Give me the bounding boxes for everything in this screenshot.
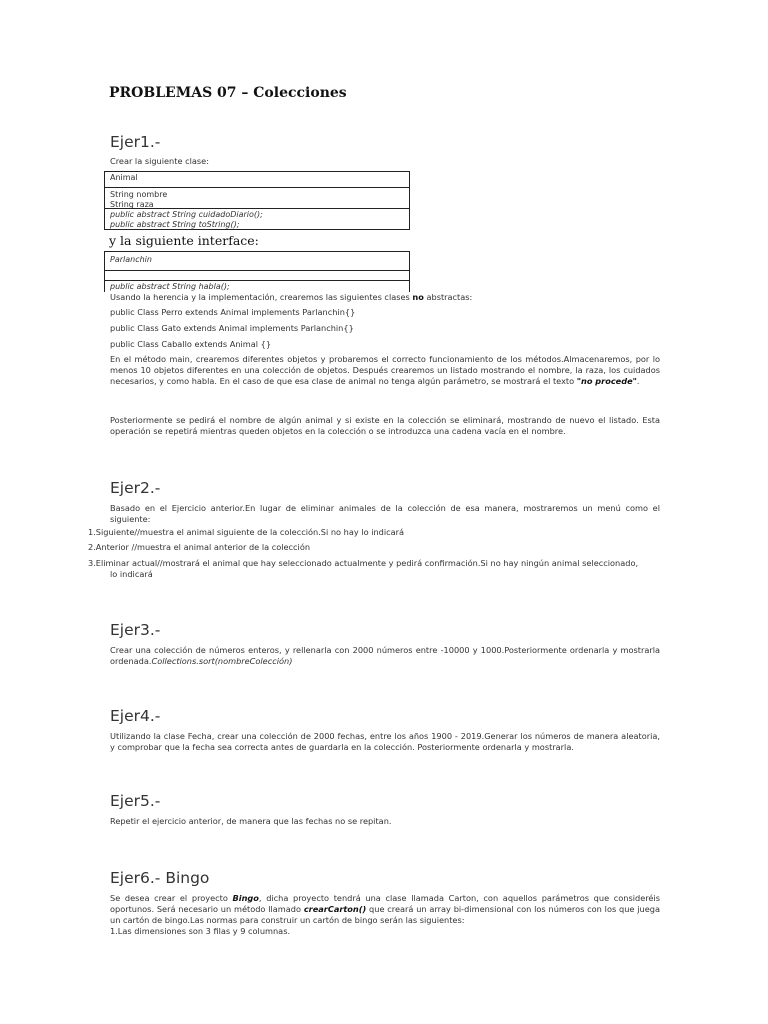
ejer5-text: Repetir el ejercicio anterior, de manera que las fechas no se repitan.	[110, 816, 392, 826]
ejer6-text-a: Se desea crear el proyecto	[110, 893, 233, 903]
usage-text: Usando la herencia y la implementación, crearemos las siguientes clases	[110, 292, 413, 302]
ejer1-intro: Crear la siguiente clase:	[110, 156, 209, 166]
ejer4-text: Utilizando la clase Fecha, crear una colección de 2000 fechas, entre los años 1900 - 2019.Generar los números de manera aleatoria, y comprobar que la fecha sea correcta antes de guardarla en la colección. Posteriormente ordenarla y mostrarla.	[110, 731, 660, 752]
usage-text-end: abstractas:	[423, 292, 473, 302]
page-title: PROBLEMAS 07 – Colecciones	[109, 85, 347, 101]
usage-line	[110, 292, 472, 303]
ejer6-bold-crearcarton: crearCarton()	[303, 904, 367, 914]
menu-item-eliminar: 3.Eliminar actual//mostrará el animal que hay seleccionado actualmente y pedirá confirmación.Si no hay ningún animal seleccionado,	[88, 558, 639, 568]
class-perro: public Class Perro extends Animal implements Parlanchin{}	[110, 307, 356, 317]
interface-name: Parlanchin	[110, 255, 152, 264]
ejer1-paragraph-main	[110, 354, 660, 387]
menu-item-anterior: 2.Anterior //muestra el animal anterior de la colección	[88, 542, 311, 552]
ejer6-bold-bingo: Bingo	[232, 893, 259, 903]
animal-attributes-cell	[104, 187, 410, 209]
ejer6-rule-1: 1.Las dimensiones son 3 filas y 9 columnas.	[110, 926, 291, 936]
ejer3-italic: Collections.sort(nombreColección)	[151, 656, 293, 666]
para1-bold: "no procede"	[576, 376, 637, 386]
ejer2-intro: Basado en el Ejercicio anterior.En lugar de eliminar animales de la colección de esa manera, mostraremos un menú como el siguiente:	[110, 503, 660, 524]
animal-attr-nombre: String nombre	[110, 190, 168, 199]
interface-method-habla: public abstract String habla();	[110, 282, 230, 291]
animal-attr-raza: String raza	[110, 199, 154, 209]
ejer5-heading: Ejer5.-	[110, 792, 161, 810]
ejer6-heading: Ejer6.- Bingo	[110, 869, 210, 887]
para1-text: En el método main, crearemos diferentes objetos y probaremos el correcto funcionamiento de los métodos.Almacenaremos, por lo menos 10 objetos diferentes en una colección de objetos. Después crearemos un listado mostrando el nombre, la raza, los cuidados necesarios, y como habla. En el caso de que esa clase de animal no tenga algún parámetro, se mostrará el texto	[110, 354, 660, 386]
ejer6-text-c: que creará un array bi-dimensional con los números con los que juega un cartón de bingo.Las normas para construir un cartón de bingo serán las siguientes:	[110, 904, 660, 925]
interface-intro: y la siguiente interface:	[109, 233, 259, 248]
ejer2-heading: Ejer2.-	[110, 479, 161, 497]
interface-name-cell	[104, 251, 410, 271]
ejer6-text-b: , dicha proyecto tendrá una clase llamada Carton, con aquellos parámetros que consideréis oportunos. Será necesario un método llamado	[110, 893, 661, 914]
animal-method-cuidado: public abstract String cuidadoDiario();	[110, 210, 263, 219]
ejer1-heading: Ejer1.-	[110, 133, 161, 151]
animal-class-name: Animal	[110, 173, 138, 182]
ejer3-text	[110, 645, 660, 667]
ejer1-paragraph-delete: Posteriormente se pedirá el nombre de algún animal y si existe en la colección se eliminará, mostrando de nuevo el listado. Esta operación se repetirá mientras queden objetos en la colección o se introduzca una cadena vacía en el nombre.	[110, 415, 660, 436]
class-caballo: public Class Caballo extends Animal {}	[110, 339, 272, 349]
ejer3-heading: Ejer3.-	[110, 621, 161, 639]
ejer6-text	[110, 893, 660, 926]
ejer4-heading: Ejer4.-	[110, 707, 161, 725]
animal-method-tostring: public abstract String toString();	[110, 219, 240, 229]
menu-item-eliminar-cont: lo indicará	[110, 569, 153, 579]
class-gato: public Class Gato extends Animal implements Parlanchin{}	[110, 323, 354, 333]
interface-method-cell	[104, 280, 410, 292]
animal-methods-cell	[104, 208, 410, 230]
menu-item-siguiente: 1.Siguiente//muestra el animal siguiente de la colección.Si no hay lo indicará	[88, 527, 405, 537]
animal-class-name-cell	[104, 171, 410, 188]
ejer3-body: Crear una colección de números enteros, y rellenarla con 2000 números entre -10000 y 1000.Posteriormente ordenarla y mostrarla ordenada.	[110, 645, 660, 666]
usage-bold: no	[412, 292, 424, 302]
para1-end: .	[636, 376, 640, 386]
